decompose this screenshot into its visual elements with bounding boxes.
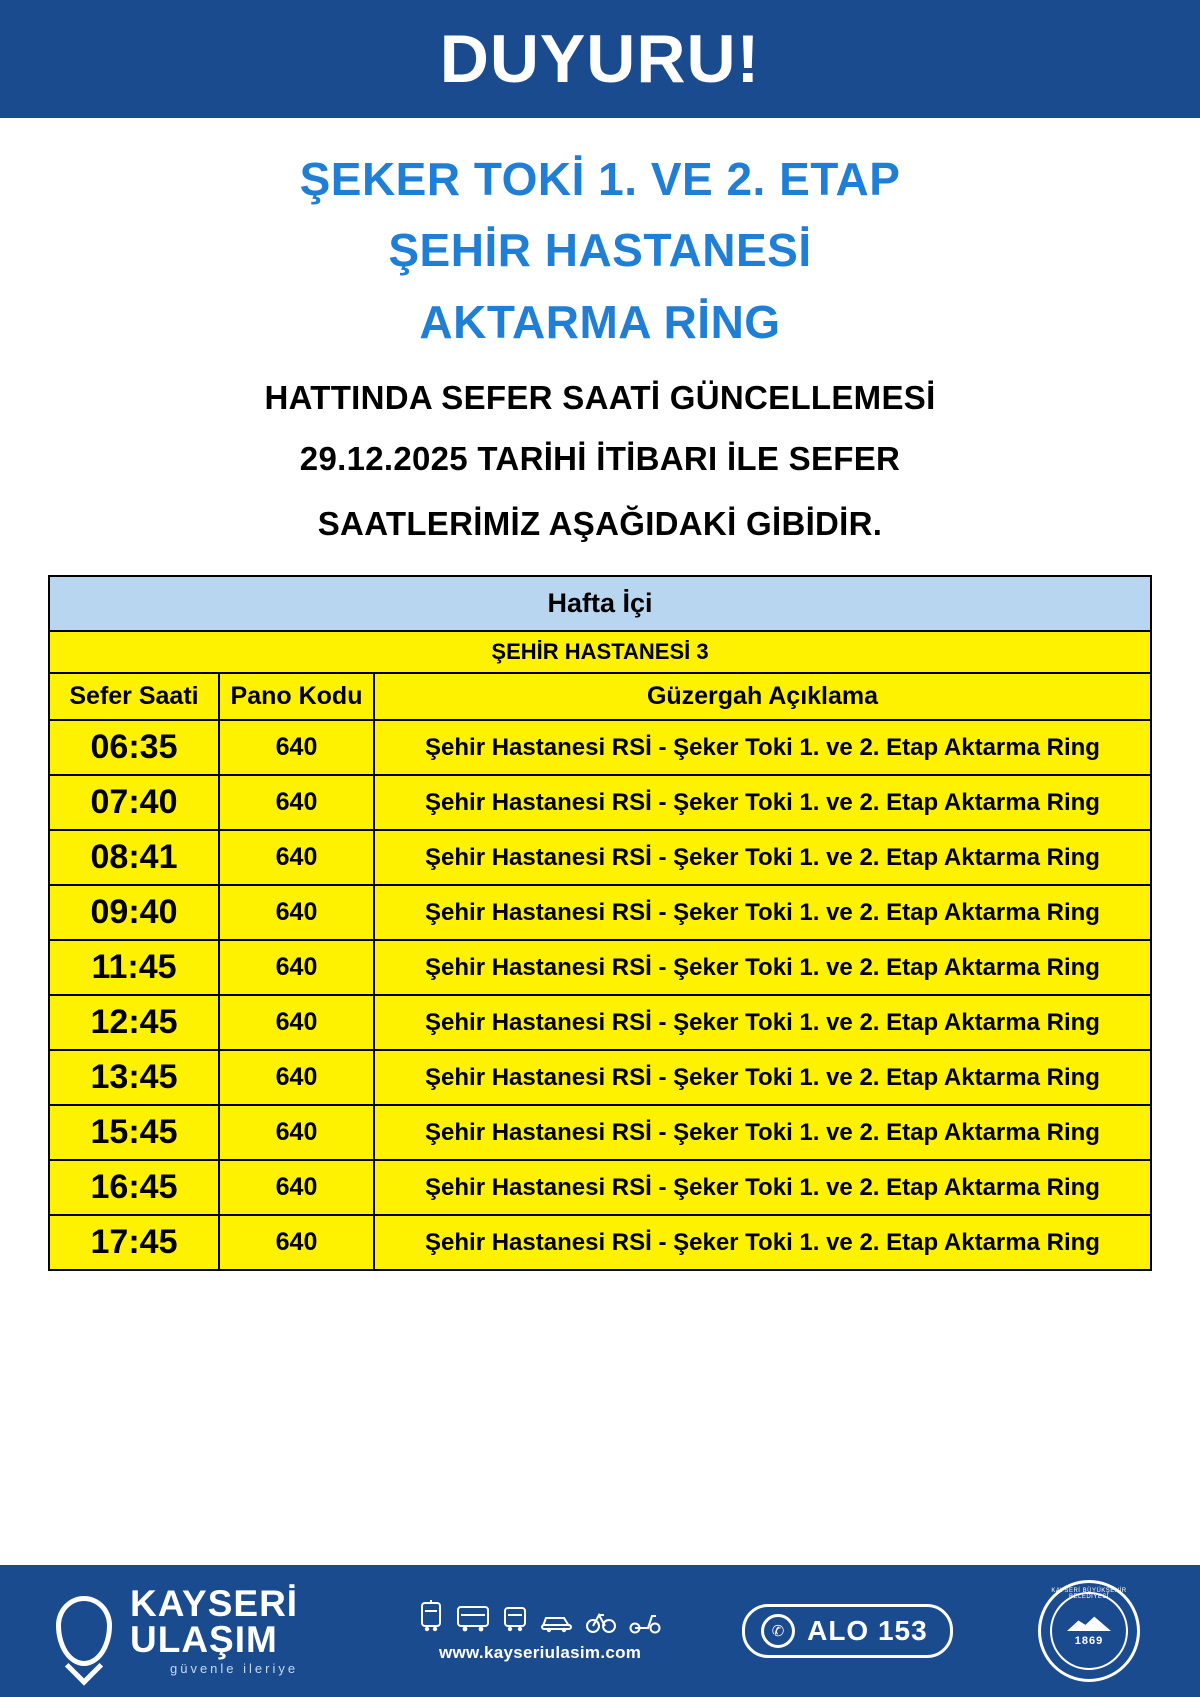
table-row — [49, 1160, 1151, 1215]
bicycle-icon — [586, 1608, 616, 1634]
cell-pano: 640 — [219, 1160, 374, 1215]
announcement-title-block — [0, 118, 1200, 549]
seal-ring-text: KAYSERİ BÜYÜKŞEHİR BELEDİYESİ — [1051, 1588, 1127, 1600]
table-row — [49, 830, 1151, 885]
cell-time: 08:41 — [49, 830, 219, 885]
table-row — [49, 1050, 1151, 1105]
mountain-icon — [1067, 1615, 1111, 1631]
subtitle-line-1: HATTINDA SEFER SAATİ GÜNCELLEMESİ — [264, 378, 936, 416]
schedule-table — [48, 575, 1152, 1271]
cell-pano: 640 — [219, 940, 374, 995]
transport-modes-block — [418, 1600, 662, 1663]
minibus-icon — [502, 1604, 528, 1634]
cell-pano: 640 — [219, 830, 374, 885]
tram-icon — [418, 1600, 444, 1634]
cell-pano: 640 — [219, 885, 374, 940]
bus-icon — [456, 1604, 490, 1634]
cell-time: 12:45 — [49, 995, 219, 1050]
seal-inner — [1050, 1592, 1128, 1670]
cell-route: Şehir Hastanesi RSİ - Şeker Toki 1. ve 2. Etap Aktarma Ring — [374, 1105, 1151, 1160]
brand-slogan: güvenle ileriye — [169, 1661, 299, 1677]
cell-route: Şehir Hastanesi RSİ - Şeker Toki 1. ve 2. Etap Aktarma Ring — [374, 995, 1151, 1050]
column-header-route: Güzergah Açıklama — [374, 673, 1151, 720]
table-row — [49, 775, 1151, 830]
cell-pano: 640 — [219, 1105, 374, 1160]
column-header-row — [49, 673, 1151, 720]
day-type-row — [49, 576, 1151, 631]
transport-mode-icons — [418, 1600, 662, 1634]
column-header-pano: Pano Kodu — [219, 673, 374, 720]
cell-time: 17:45 — [49, 1215, 219, 1270]
page-title: DUYURU! — [439, 21, 761, 97]
table-row — [49, 885, 1151, 940]
table-row — [49, 940, 1151, 995]
hotline-text: ALO 153 — [807, 1615, 928, 1646]
cell-time: 15:45 — [49, 1105, 219, 1160]
website-text: www.kayseriulasim.com — [438, 1642, 642, 1662]
cell-route: Şehir Hastanesi RSİ - Şeker Toki 1. ve 2. Etap Aktarma Ring — [374, 1215, 1151, 1270]
cell-pano: 640 — [219, 995, 374, 1050]
table-row — [49, 720, 1151, 775]
route-line-3: AKTARMA RİNG — [419, 295, 781, 348]
brand-text — [130, 1582, 299, 1677]
seal-year: 1869 — [1074, 1635, 1104, 1647]
kayseri-ulasim-logo — [56, 1582, 299, 1677]
route-line-2: ŞEHİR HASTANESİ — [388, 224, 812, 277]
cell-route: Şehir Hastanesi RSİ - Şeker Toki 1. ve 2. Etap Aktarma Ring — [374, 940, 1151, 995]
cell-route: Şehir Hastanesi RSİ - Şeker Toki 1. ve 2. Etap Aktarma Ring — [374, 830, 1151, 885]
scooter-icon — [628, 1612, 662, 1634]
brand-line-1: KAYSERİ — [130, 1582, 299, 1624]
day-type-label: Hafta İçi — [49, 576, 1151, 631]
cell-time: 16:45 — [49, 1160, 219, 1215]
footer-bar — [0, 1565, 1200, 1697]
station-row — [49, 631, 1151, 673]
location-pin-icon — [56, 1596, 112, 1666]
cell-route: Şehir Hastanesi RSİ - Şeker Toki 1. ve 2. Etap Aktarma Ring — [374, 720, 1151, 775]
station-label: ŞEHİR HASTANESİ 3 — [49, 631, 1151, 673]
table-row — [49, 995, 1151, 1050]
subtitle-line-3: SAATLERİMİZ AŞAĞIDAKİ GİBİDİR. — [317, 505, 883, 543]
cell-time: 11:45 — [49, 940, 219, 995]
cell-pano: 640 — [219, 1215, 374, 1270]
phone-icon: ✆ — [761, 1614, 795, 1648]
cell-route: Şehir Hastanesi RSİ - Şeker Toki 1. ve 2. Etap Aktarma Ring — [374, 1050, 1151, 1105]
cell-route: Şehir Hastanesi RSİ - Şeker Toki 1. ve 2. Etap Aktarma Ring — [374, 775, 1151, 830]
column-header-time: Sefer Saati — [49, 673, 219, 720]
table-row — [49, 1105, 1151, 1160]
subtitle-line-2: 29.12.2025 TARİHİ İTİBARI İLE SEFER — [299, 440, 901, 478]
car-icon — [540, 1610, 574, 1634]
cell-time: 09:40 — [49, 885, 219, 940]
table-row — [49, 1215, 1151, 1270]
cell-time: 13:45 — [49, 1050, 219, 1105]
cell-route: Şehir Hastanesi RSİ - Şeker Toki 1. ve 2. Etap Aktarma Ring — [374, 885, 1151, 940]
municipality-seal — [1038, 1580, 1140, 1682]
schedule-table-body — [49, 576, 1151, 1270]
cell-pano: 640 — [219, 775, 374, 830]
brand-line-2: ULAŞIM — [130, 1619, 278, 1661]
cell-time: 07:40 — [49, 775, 219, 830]
cell-pano: 640 — [219, 720, 374, 775]
cell-route: Şehir Hastanesi RSİ - Şeker Toki 1. ve 2. Etap Aktarma Ring — [374, 1160, 1151, 1215]
announcement-banner — [0, 0, 1200, 118]
cell-pano: 640 — [219, 1050, 374, 1105]
cell-time: 06:35 — [49, 720, 219, 775]
hotline-badge — [742, 1604, 953, 1658]
route-line-1: ŞEKER TOKİ 1. VE 2. ETAP — [299, 153, 901, 205]
schedule-table-wrapper — [48, 575, 1152, 1271]
